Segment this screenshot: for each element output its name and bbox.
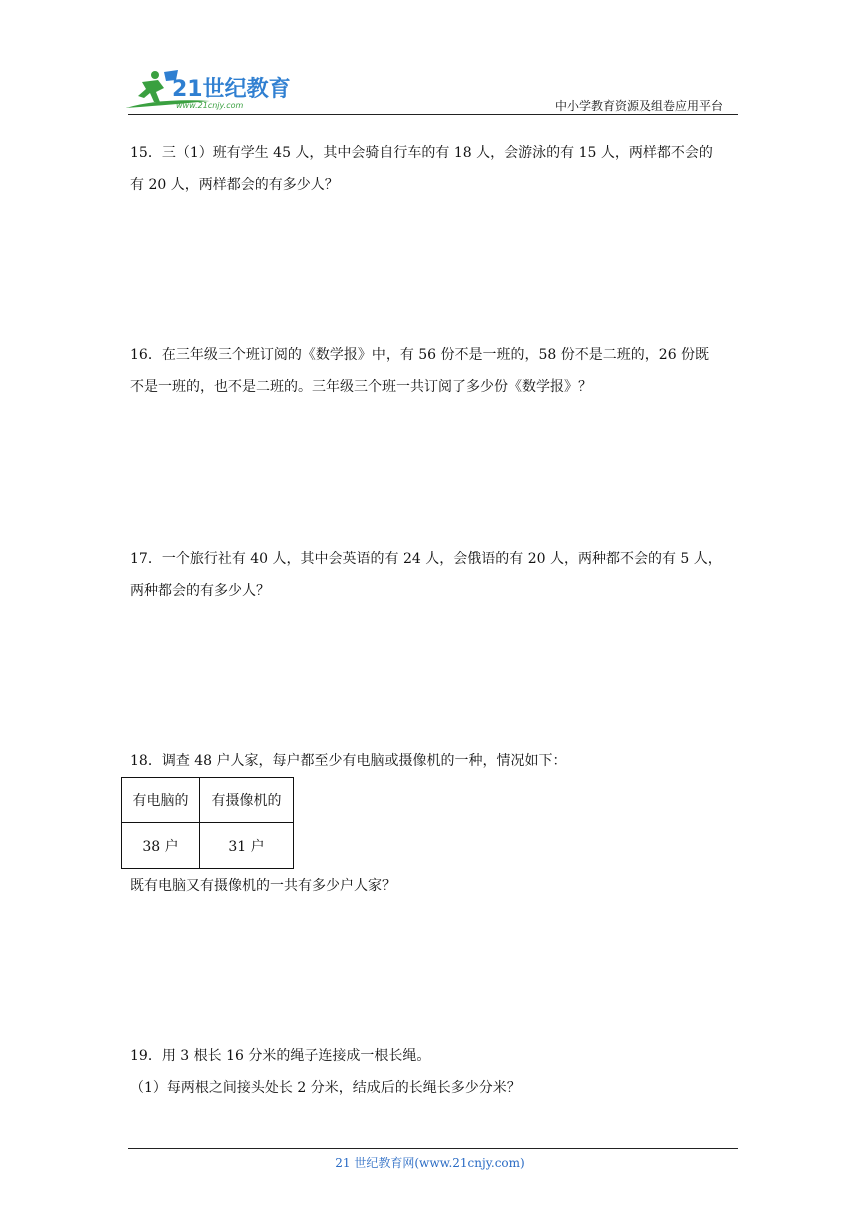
table-cell: 31 户 (200, 823, 294, 869)
question-line: （1）每两根之间接头处长 2 分米，结成后的长绳长多少分米？ (130, 1080, 521, 1096)
question-19 (130, 1040, 740, 1104)
table-header-cell: 有摄像机的 (200, 778, 294, 823)
question-line: 19．用 3 根长 16 分米的绳子连接成一根长绳。 (130, 1048, 431, 1064)
footer-divider (128, 1148, 738, 1149)
survey-table (121, 777, 294, 869)
question-line: 17．一个旅行社有 40 人，其中会英语的有 24 人，会俄语的有 20 人，两种都不会的有 5 人， (130, 551, 722, 567)
logo (120, 68, 290, 112)
question-line: 16．在三年级三个班订阅的《数学报》中，有 56 份不是一班的，58 份不是二班的，26 份既 (130, 347, 710, 363)
question-18-follow-up: 既有电脑又有摄像机的一共有多少户人家？ (130, 878, 396, 894)
question-17 (130, 543, 740, 607)
question-line: 18．调查 48 户人家，每户都至少有电脑或摄像机的一种，情况如下： (130, 753, 567, 769)
table-row (122, 778, 294, 823)
table-row (122, 823, 294, 869)
logo-url: www.21cnjy.com (176, 101, 244, 110)
table-cell: 38 户 (122, 823, 200, 869)
runner-logo-icon (120, 68, 290, 112)
question-line: 不是一班的，也不是二班的。三年级三个班一共订阅了多少份《数学报》？ (130, 379, 592, 395)
logo-text: 21世纪教育 (172, 77, 290, 102)
header-tagline: 中小学教育资源及组卷应用平台 (554, 99, 723, 113)
question-18 (130, 745, 740, 777)
question-line: 两种都会的有多少人？ (130, 583, 270, 599)
question-line: 15．三（1）班有学生 45 人，其中会骑自行车的有 18 人，会游泳的有 15 人，两样都不会的 (130, 145, 713, 161)
footer-link[interactable]: 21 世纪教育网(www.21cnjy.com) (335, 1156, 525, 1170)
header-divider (128, 114, 738, 115)
question-16 (130, 339, 740, 403)
table-header-cell: 有电脑的 (122, 778, 200, 823)
question-15 (130, 137, 740, 201)
question-line: 有 20 人，两样都会的有多少人？ (130, 177, 339, 193)
